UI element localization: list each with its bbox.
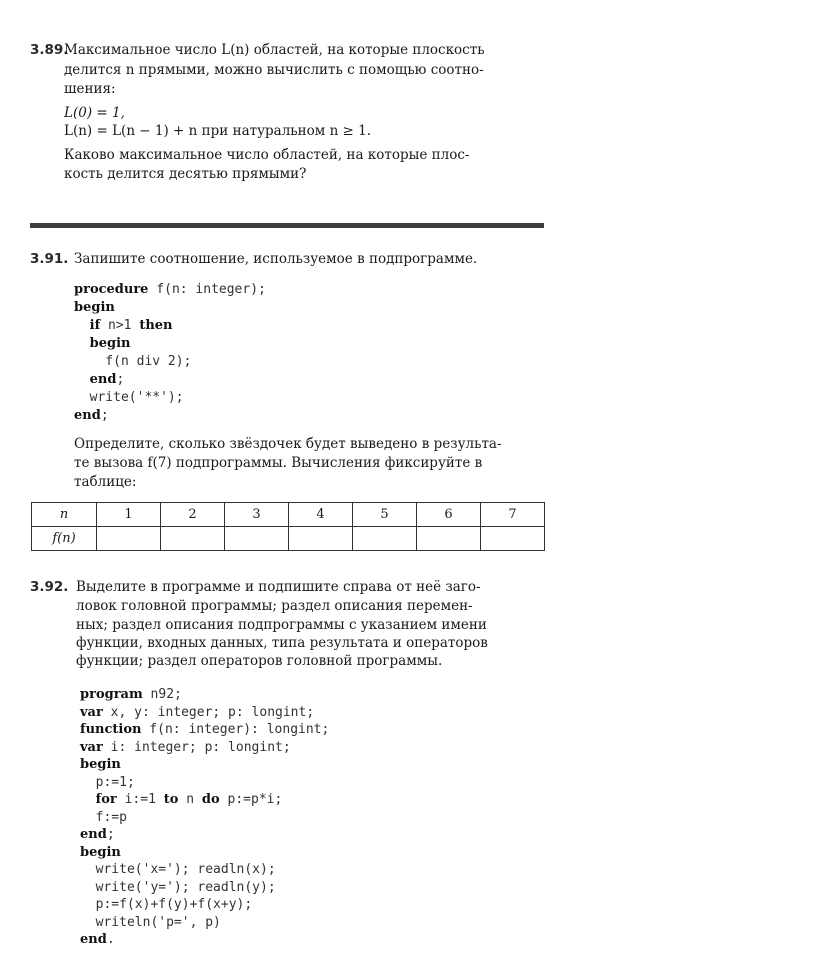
code-line: [74, 299, 266, 317]
table-value-cell[interactable]: [97, 527, 161, 551]
table-header-cell: 5: [353, 503, 417, 527]
code-keyword: then: [139, 318, 173, 333]
p389-line-3: шения:: [64, 81, 116, 97]
code-keyword: var: [80, 739, 103, 755]
table-header-cell: 3: [225, 503, 289, 527]
p389-question-2: кость делится десятью прямыми?: [64, 166, 307, 182]
section-divider: [30, 223, 544, 228]
code-line: end.: [80, 932, 115, 947]
code-line: for i:=1 to n do p:=p*i;: [95, 792, 283, 807]
code-keyword: function: [80, 722, 142, 737]
problem-number-3-92: 3.92.: [30, 579, 69, 595]
code-keyword: program: [80, 687, 143, 702]
table-value-row: [32, 527, 545, 551]
table-value-cell[interactable]: [161, 527, 225, 551]
calc-table: [31, 502, 545, 551]
table-row-label: f(n): [32, 527, 97, 551]
table-value-cell[interactable]: [417, 527, 481, 551]
code-line: p:=1;: [80, 774, 135, 790]
code-line: f(n div 2);: [74, 354, 192, 369]
code-line: procedure f(n: integer);: [74, 282, 266, 297]
code-line: var x, y: integer; p: longint;: [80, 704, 315, 720]
table-header-cell: 6: [417, 503, 481, 527]
p389-formula-2: L(n) = L(n − 1) + n при натуральном n ≥ 1.: [64, 123, 372, 139]
p391-after-2: те вызова f(7) подпрограммы. Вычисления фиксируйте в: [74, 455, 483, 471]
code-line: end;: [74, 408, 109, 423]
code-line: [74, 335, 266, 353]
p391-after-1: Определите, сколько звёздочек будет выведено в результа-: [74, 436, 502, 452]
code-line: end;: [89, 372, 125, 387]
code-keyword: begin: [89, 336, 131, 351]
table-header-row: [32, 503, 545, 527]
code-keyword: if: [89, 318, 101, 333]
p389-formula-1: L(0) = 1,: [64, 105, 125, 121]
p392-line-3: ных; раздел описания подпрограммы с указанием имени: [76, 617, 487, 633]
code-keyword: begin: [74, 300, 115, 315]
code-line: f:=p: [80, 809, 127, 825]
code-keyword: to: [163, 792, 179, 807]
p392-line-1: Выделите в программе и подпишите справа от неё заго-: [76, 579, 481, 595]
code-keyword: end: [89, 372, 117, 387]
problem-number-3-91: 3.91.: [30, 251, 69, 267]
code-line: if n>1 then: [89, 318, 173, 333]
code-line: [80, 756, 329, 774]
code-line: write('**');: [74, 390, 184, 405]
code-line: write('x='); readln(x);: [80, 862, 276, 877]
code-line: writeln('p=', p): [80, 914, 221, 930]
code-line: end;: [80, 827, 115, 842]
code-line: var i: integer; p: longint;: [80, 739, 291, 755]
p392-line-4: функции, входных данных, типа результата и операторов: [76, 635, 488, 651]
code-keyword: end: [80, 932, 107, 947]
table-header-cell: 1: [97, 503, 161, 527]
p392-code-block: [80, 686, 329, 949]
p389-line-2: делится n прямыми, можно вычислить с помощью соотно-: [64, 62, 484, 78]
code-keyword: begin: [80, 757, 121, 772]
table-value-cell[interactable]: [225, 527, 289, 551]
table-header-cell: 2: [161, 503, 225, 527]
code-keyword: procedure: [74, 282, 149, 297]
p391-code-block: [74, 281, 266, 425]
code-line: write('y='); readln(y);: [80, 879, 276, 895]
table-header-cell: 4: [289, 503, 353, 527]
p389-line-1: Максимальное число L(n) областей, на которые плоскость: [64, 42, 485, 58]
code-line: function f(n: integer): longint;: [80, 722, 330, 737]
p392-line-2: ловок головной программы; раздел описания перемен-: [76, 598, 473, 614]
p392-line-5: функции; раздел операторов головной программы.: [76, 653, 443, 669]
code-line: [80, 844, 329, 862]
code-keyword: begin: [80, 844, 121, 860]
table-value-cell[interactable]: [353, 527, 417, 551]
code-keyword: end: [74, 408, 101, 423]
code-line: p:=f(x)+f(y)+f(x+y);: [80, 897, 253, 912]
code-keyword: do: [201, 792, 220, 807]
table-value-cell[interactable]: [289, 527, 353, 551]
p391-after-3: таблице:: [74, 474, 137, 490]
code-keyword: var: [80, 704, 103, 720]
table-header-cell: n: [32, 503, 97, 527]
table-value-cell[interactable]: [481, 527, 545, 551]
problem-number-3-89: 3.89.: [30, 42, 69, 58]
p391-title: Запишите соотношение, используемое в подпрограмме.: [74, 251, 478, 267]
code-line: program n92;: [80, 687, 182, 702]
p389-question-1: Каково максимальное число областей, на которые плос-: [64, 147, 470, 163]
code-keyword: for: [95, 792, 117, 807]
code-keyword: end: [80, 827, 107, 842]
table-header-cell: 7: [481, 503, 545, 527]
